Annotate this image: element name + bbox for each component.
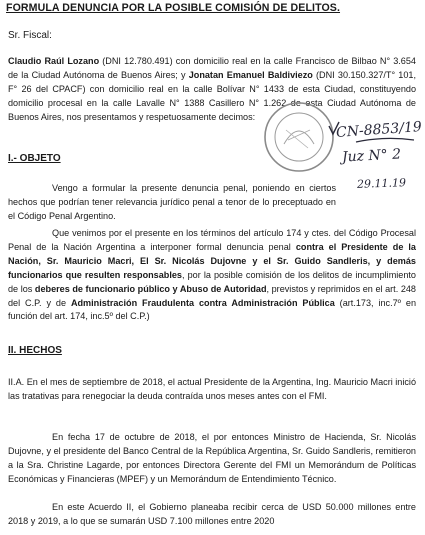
objeto-crime-2: Administración Fraudulenta contra Administración Pública [70, 297, 335, 308]
objeto-text-e: , previstos y reprimidos en el art. 248 del C.P. y de [8, 283, 416, 308]
salutation: Sr. Fiscal: [8, 30, 52, 41]
document-title: FORMULA DENUNCIA POR LA POSIBLE COMISIÓN DE DELITOS. [6, 2, 341, 14]
hechos-paragraph-1: II.A. En el mes de septiembre de 2018, el actual Presidente de la Argentina, Ing. Mauricio Macri inició las tratativas para renegociar la deuda contraída unos meses antes con el FMI. [8, 377, 416, 401]
section-heading-hechos: II. HECHOS [8, 345, 62, 356]
section-heading-objeto: I.- OBJETO [8, 153, 61, 164]
objeto-crime-1: deberes de funcionario público y Abuso de Autoridad [34, 283, 267, 294]
complainant-2-name: Jonatan Emanuel Baldiviezo [188, 69, 313, 80]
handwritten-court: Juz N° 2 [341, 146, 402, 166]
objeto-defendants: contra el Presidente de la Nación, Sr. Mauricio Macri, El Sr. Nicolás Dujovne y el Sr. Guido Sandleris, y demás funcionarios que resulten responsables [8, 241, 416, 280]
objeto-text-c: , por la posible comisión de los delitos de incumplimiento de los [8, 269, 416, 294]
intro-text-1: (DNI 12.780.491) con domicilio real en la calle Francisco de Bilbao N° 3.654 de la Ciudad Autónoma de Buenos Aires; y [8, 56, 416, 80]
hechos-paragraph-2: En fecha 17 de octubre de 2018, el por entonces Ministro de Hacienda, Sr. Nicolás Dujovne, y el presidente del Banco Central de la República Argentina, Sr. Guido Sandleris, remitieron a la Sra. Christine Lagarde, por entonces Directora Gerente del FMI un Memorándum de Políticas Económicas y Financieras (MPEF) y un Memorándum de Entendimiento Técnico. [8, 432, 416, 484]
objeto-paragraph-1: Vengo a formular la presente denuncia penal, poniendo en ciertos hechos que podrían tener relevancia jurídico penal a tenor de lo preceptuado en el Código Penal Argentino. [8, 183, 336, 221]
intro-text-2: (DNI 30.150.327/T° 101, F° 26 del CPACF) con domicilio real en la calle Bolívar N° 1433 de esta Ciudad, constituyendo domicilio procesal en la calle Lavalle N° 1388 Casillero N° 1.262 de esta Ciudad Autónoma de Buenos Aires, nos presentamos y respetuosamente decimos: [8, 69, 417, 122]
handwritten-underline [354, 134, 416, 146]
objeto-text-g: (art.173, inc.7º en función del art. 174, inc.5º del C.P.) [8, 297, 417, 322]
hechos-paragraph-3: En este Acuerdo II, el Gobierno planeaba recibir cerca de USD 50.000 millones entre 2018 y 2019, a lo que se sumarán USD 7.100 millones entre 2020 [8, 502, 416, 526]
complainant-1-name: Claudio Raúl Lozano [8, 56, 100, 66]
objeto-paragraph-2 [8, 227, 416, 324]
handwritten-case-number: CN-8853/19 [335, 119, 423, 141]
court-seal-stamp [262, 100, 336, 174]
objeto-text-a: Que venimos por el presente en los términos del artículo 174 y ctes. del Código Procesal Penal de la Nación Argentina a interponer formal denuncia penal [8, 228, 416, 252]
handwritten-date: 29.11.19 [356, 176, 407, 191]
intro-paragraph [8, 55, 416, 125]
